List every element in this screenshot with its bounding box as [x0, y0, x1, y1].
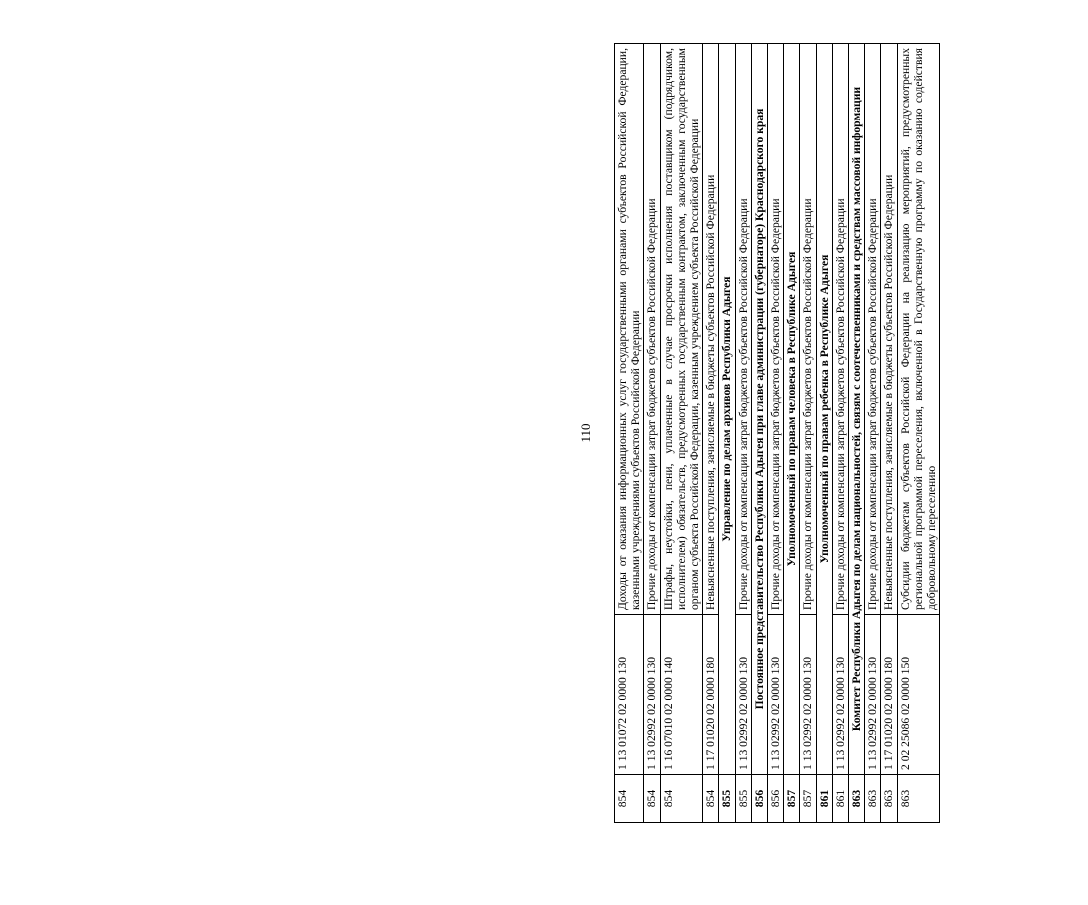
admin-code-cell: 854: [660, 775, 703, 823]
description-cell: Доходы от оказания информационных услуг государственными органами субъектов Российской Федерации, казенными учреждениями субъектов Российской Федерации: [615, 44, 644, 615]
description-cell: Прочие доходы от компенсации затрат бюджетов субъектов Российской Федерации: [644, 44, 660, 615]
admin-code-cell: 855: [719, 775, 735, 823]
admin-code-cell: 863: [865, 775, 881, 823]
admin-code-cell: 855: [735, 775, 751, 823]
description-cell: Прочие доходы от компенсации затрат бюджетов субъектов Российской Федерации: [735, 44, 751, 615]
kbk-code-cell: 1 13 02992 02 0000 130: [800, 615, 816, 775]
kbk-code-cell: 1 13 02992 02 0000 130: [768, 615, 784, 775]
admin-code-cell: 857: [784, 775, 800, 823]
admin-code-cell: 856: [768, 775, 784, 823]
admin-code-cell: 856: [751, 775, 767, 823]
section-title-cell: Комитет Республики Адыгея по делам национальностей, связям с соотечественниками и средствам массовой информации: [849, 44, 865, 775]
table-row: [644, 44, 660, 823]
section-title-cell: Уполномоченный по правам человека в Республике Адыгея: [784, 44, 800, 775]
description-cell: Невыясненные поступления, зачисляемые в бюджеты субъектов Российской Федерации: [703, 44, 719, 615]
table-row: [615, 44, 644, 823]
admin-code-cell: 863: [897, 775, 940, 823]
description-cell: Прочие доходы от компенсации затрат бюджетов субъектов Российской Федерации: [832, 44, 848, 615]
description-cell: Прочие доходы от компенсации затрат бюджетов субъектов Российской Федерации: [865, 44, 881, 615]
section-header-row: [816, 44, 832, 823]
description-cell: Прочие доходы от компенсации затрат бюджетов субъектов Российской Федерации: [768, 44, 784, 615]
table-body: [615, 44, 940, 823]
kbk-code-cell: 1 13 02992 02 0000 130: [865, 615, 881, 775]
section-title-cell: Уполномоченный по правам ребенка в Республике Адыгея: [816, 44, 832, 775]
table-row: [865, 44, 881, 823]
kbk-code-cell: 2 02 25086 02 0000 150: [897, 615, 940, 775]
admin-code-cell: 854: [615, 775, 644, 823]
kbk-code-cell: 1 13 02992 02 0000 130: [735, 615, 751, 775]
table-row: [897, 44, 940, 823]
table-row: [881, 44, 897, 823]
section-title-cell: Управление по делам архивов Республики Адыгея: [719, 44, 735, 775]
section-header-row: [719, 44, 735, 823]
table-row: [735, 44, 751, 823]
section-header-row: [751, 44, 767, 823]
page-number: 110: [578, 423, 593, 443]
kbk-code-cell: 1 13 02992 02 0000 130: [644, 615, 660, 775]
table-row: [703, 44, 719, 823]
kbk-code-cell: 1 13 01072 02 0000 130: [615, 615, 644, 775]
section-title-cell: Постоянное представительство Республики Адыгея при главе администрации (губернаторе) Краснодарского края: [751, 44, 767, 775]
kbk-code-cell: 1 17 01020 02 0000 180: [703, 615, 719, 775]
rotated-content: [578, 43, 1088, 823]
description-cell: Штрафы, неустойки, пени, уплаченные в случае просрочки исполнения поставщиком (подрядчиком, исполнителем) обязательств, предусмотренных государственным контрактом, заключенным государственным органом субъекта Российской Федерации, казенным учреждением субъекта Российской Федерации: [660, 44, 703, 615]
section-header-row: [849, 44, 865, 823]
section-header-row: [784, 44, 800, 823]
admin-code-cell: 861: [832, 775, 848, 823]
kbk-code-cell: 1 16 07010 02 0000 140: [660, 615, 703, 775]
admin-code-cell: 861: [816, 775, 832, 823]
table-row: [832, 44, 848, 823]
revenue-codes-table: [614, 43, 940, 823]
kbk-code-cell: 1 13 02992 02 0000 130: [832, 615, 848, 775]
admin-code-cell: 863: [881, 775, 897, 823]
description-cell: Невыясненные поступления, зачисляемые в бюджеты субъектов Российской Федерации: [881, 44, 897, 615]
admin-code-cell: 857: [800, 775, 816, 823]
description-cell: Прочие доходы от компенсации затрат бюджетов субъектов Российской Федерации: [800, 44, 816, 615]
admin-code-cell: 854: [644, 775, 660, 823]
description-cell: Субсидии бюджетам субъектов Российской Федерации на реализацию мероприятий, предусмотренных региональной программой переселения, включенной в Государственную программу по оказанию содействия добровольному переселению: [897, 44, 940, 615]
table-row: [768, 44, 784, 823]
table-row: [660, 44, 703, 823]
admin-code-cell: 863: [849, 775, 865, 823]
admin-code-cell: 854: [703, 775, 719, 823]
kbk-code-cell: 1 17 01020 02 0000 180: [881, 615, 897, 775]
table-row: [800, 44, 816, 823]
